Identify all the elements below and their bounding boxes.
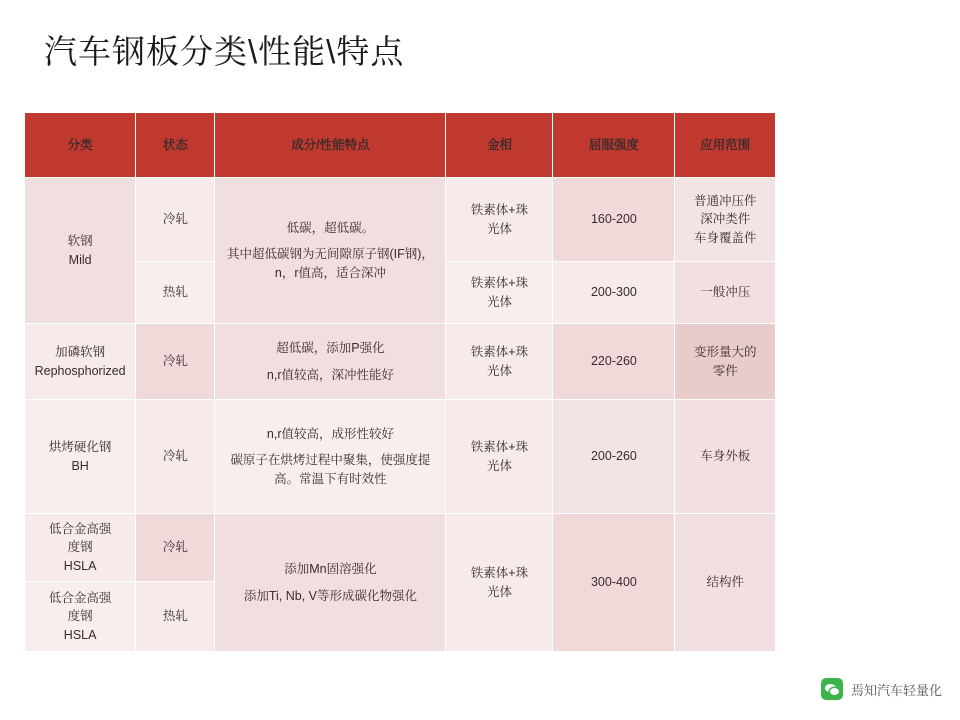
cell-category-mild [25,178,136,324]
cell-state-cold-rolled: 冷轧 [136,324,215,400]
cell-yield-strength: 200-260 [553,400,675,514]
application-line-2: 深冲类件 [700,212,751,227]
application-line-3: 车身覆盖件 [693,230,757,245]
cell-metallography [446,262,553,324]
application-line-2: 零件 [712,363,738,378]
category-name-cn-2: 度钢 [67,609,93,624]
cell-category-rephosphorized [25,324,136,400]
metallography-line-1: 铁素体+珠 [470,203,529,218]
cell-metallography [446,178,553,262]
cell-state-hot-rolled: 热轧 [136,262,215,324]
cell-metallography [446,324,553,400]
metallography-line-2: 光体 [486,363,512,378]
table-header-row [25,113,776,178]
column-header-application: 应用范围 [675,113,776,178]
cell-state-cold-rolled: 冷轧 [136,514,215,582]
cell-application [675,324,776,400]
application-line-1: 普通冲压件 [693,194,757,209]
category-name-en: Rephosphorized [34,363,126,378]
column-header-yield-strength: 屈服强度 [553,113,675,178]
cell-composition-rephosphorized [215,324,446,400]
composition-line-2: 碳原子在烘烤过程中聚集，使强度提高。常温下有时效性 [230,453,431,486]
category-name-en: HSLA [63,627,97,642]
cell-application [675,178,776,262]
cell-yield-strength: 200-300 [553,262,675,324]
metallography-line-1: 铁素体+珠 [470,440,529,455]
cell-category-hsla-hot [25,582,136,652]
metallography-line-2: 光体 [486,458,512,473]
category-name-en: Mild [68,252,92,267]
wechat-icon [821,678,843,700]
column-header-state: 状态 [136,113,215,178]
cell-category-hsla-cold [25,514,136,582]
cell-composition-hsla [215,514,446,652]
cell-state-cold-rolled: 冷轧 [136,400,215,514]
metallography-line-1: 铁素体+珠 [470,276,529,291]
application-line-1: 结构件 [706,575,744,590]
column-header-metallography: 金相 [446,113,553,178]
cell-composition-mild [215,178,446,324]
steel-classification-table [24,112,776,652]
wechat-account-badge [821,678,942,700]
metallography-line-2: 光体 [486,221,512,236]
cell-application [675,262,776,324]
category-name-cn-1: 低合金高强 [48,522,112,537]
cell-state-hot-rolled: 热轧 [136,582,215,652]
category-name-cn-1: 低合金高强 [48,591,112,606]
cell-composition-bh [215,400,446,514]
application-line-1: 一般冲压 [700,285,751,300]
category-name-cn: 软钢 [67,234,93,249]
composition-line-1: 添加Mn固溶强化 [284,562,377,577]
table-row [25,400,776,514]
category-name-cn: 加磷软钢 [55,345,106,360]
composition-line-2: n,r值较高，深冲性能好 [266,367,394,382]
cell-category-bh [25,400,136,514]
cell-application [675,400,776,514]
category-name-en: BH [71,458,89,473]
category-name-cn-2: 度钢 [67,540,93,555]
cell-yield-strength: 300-400 [553,514,675,652]
category-name-en: HSLA [63,558,97,573]
composition-line-2: 其中超低碳钢为无间隙原子钢(IF钢)，n，r值高，适合深冲 [226,247,434,280]
table-row [25,324,776,400]
table-row [25,178,776,262]
table-row [25,514,776,582]
metallography-line-1: 铁素体+珠 [470,345,529,360]
cell-metallography [446,514,553,652]
column-header-category: 分类 [25,113,136,178]
category-name-cn: 烘烤硬化钢 [48,440,112,455]
cell-yield-strength: 220-260 [553,324,675,400]
wechat-account-name: 焉知汽车轻量化 [850,682,942,698]
application-line-1: 变形量大的 [693,345,757,360]
composition-line-1: 低碳，超低碳。 [286,221,375,236]
cell-application [675,514,776,652]
cell-state-cold-rolled: 冷轧 [136,178,215,262]
page-title: 汽车钢板分类\性能\特点 [44,33,405,70]
cell-metallography [446,400,553,514]
composition-line-2: 添加Ti, Nb, V等形成碳化物强化 [243,588,418,603]
metallography-line-2: 光体 [486,584,512,599]
application-line-1: 车身外板 [700,449,751,464]
column-header-composition: 成分/性能特点 [215,113,446,178]
metallography-line-2: 光体 [486,294,512,309]
cell-yield-strength: 160-200 [553,178,675,262]
composition-line-1: 超低碳，添加P强化 [276,341,385,356]
composition-line-1: n,r值较高，成形性较好 [266,427,394,442]
metallography-line-1: 铁素体+珠 [470,566,529,581]
